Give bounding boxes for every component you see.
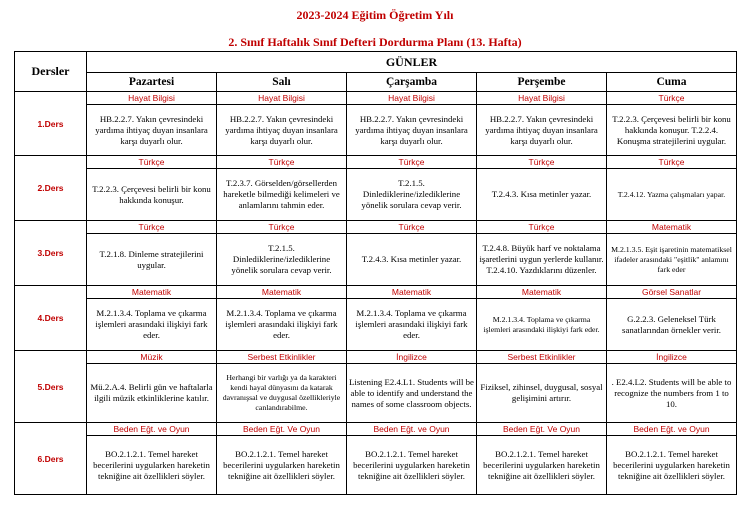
day-header-wednesday: Çarşamba	[347, 73, 477, 92]
subject-row	[15, 286, 737, 299]
days-header: GÜNLER	[87, 52, 737, 73]
outcome-cell: Listening E2.4.L1. Students will be able to identify and understand the names of some classroom objects.	[347, 364, 477, 423]
day-header-thursday: Perşembe	[477, 73, 607, 92]
subject-label: Hayat Bilgisi	[217, 92, 347, 105]
subject-row	[15, 351, 737, 364]
outcome-cell: HB.2.2.7. Yakın çevresindeki yardıma ihtiyaç duyan insanlara karşı duyarlı olur.	[217, 105, 347, 156]
subject-label: İngilizce	[607, 351, 737, 364]
subject-row	[15, 423, 737, 436]
lessons-header: Dersler	[15, 52, 87, 92]
content-row	[15, 234, 737, 286]
outcome-cell: HB.2.2.7. Yakın çevresindeki yardıma ihtiyaç duyan insanlara karşı duyarlı olur.	[347, 105, 477, 156]
subject-label: Türkçe	[477, 221, 607, 234]
content-row	[15, 436, 737, 495]
outcome-cell: T.2.1.5. Dinlediklerine/izlediklerine yönelik sorulara cevap verir.	[217, 234, 347, 286]
subject-label: Serbest Etkinlikler	[477, 351, 607, 364]
outcome-cell: T.2.1.5. Dinlediklerine/izlediklerine yönelik sorulara cevap verir.	[347, 169, 477, 221]
content-row	[15, 169, 737, 221]
subject-label: Beden Eğt. ve Oyun	[607, 423, 737, 436]
document-title: 2023-2024 Eğitim Öğretim Yılı	[296, 8, 454, 22]
day-header-tuesday: Salı	[217, 73, 347, 92]
subject-label: Matematik	[217, 286, 347, 299]
subject-label: İngilizce	[347, 351, 477, 364]
day-header-monday: Pazartesi	[87, 73, 217, 92]
subject-label: Hayat Bilgisi	[477, 92, 607, 105]
lesson-label: 3.Ders	[15, 221, 87, 286]
outcome-cell: T.2.2.3. Çerçevesi belirli bir konu hakkında konuşur.	[87, 169, 217, 221]
subject-label: Müzik	[87, 351, 217, 364]
outcome-cell: BO.2.1.2.1. Temel hareket becerilerini uygularken hareketin tekniğine ait özellikleri söyler.	[347, 436, 477, 495]
subject-label: Hayat Bilgisi	[347, 92, 477, 105]
content-row	[15, 299, 737, 351]
day-header-friday: Cuma	[607, 73, 737, 92]
subject-label: Türkçe	[347, 221, 477, 234]
subject-label: Beden Eğt. ve Oyun	[347, 423, 477, 436]
subject-label: Türkçe	[477, 156, 607, 169]
subject-row	[15, 221, 737, 234]
lesson-label: 6.Ders	[15, 423, 87, 495]
weekly-plan-table	[14, 51, 737, 495]
subject-label: Türkçe	[217, 156, 347, 169]
header-row-days	[15, 73, 737, 92]
subject-label: Beden Eğt. Ve Oyun	[217, 423, 347, 436]
subject-label: Türkçe	[87, 221, 217, 234]
outcome-cell: M.2.1.3.5. Eşit işaretinin matematiksel ifadeler arasındaki "eşitlik" anlamını fark eder	[607, 234, 737, 286]
subject-label: Türkçe	[347, 156, 477, 169]
subject-label: Matematik	[347, 286, 477, 299]
outcome-cell: T.2.2.3. Çerçevesi belirli bir konu hakkında konuşur. T.2.2.4. Konuşma stratejilerini uygular.	[607, 105, 737, 156]
outcome-cell: BO.2.1.2.1. Temel hareket becerilerini uygularken hareketin tekniğine ait özellikleri söyler.	[477, 436, 607, 495]
lesson-label: 4.Ders	[15, 286, 87, 351]
subject-row	[15, 156, 737, 169]
outcome-cell: BO.2.1.2.1. Temel hareket becerilerini uygularken hareketin tekniğine ait özellikleri söyler.	[87, 436, 217, 495]
subject-label: Türkçe	[607, 92, 737, 105]
content-row	[15, 105, 737, 156]
outcome-cell: T.2.4.3. Kısa metinler yazar.	[347, 234, 477, 286]
outcome-cell: HB.2.2.7. Yakın çevresindeki yardıma ihtiyaç duyan insanlara karşı duyarlı olur.	[477, 105, 607, 156]
outcome-cell: M.2.1.3.4. Toplama ve çıkarma işlemleri arasındaki ilişkiyi fark eder.	[217, 299, 347, 351]
outcome-cell: Fiziksel, zihinsel, duygusal, sosyal gelişimini artırır.	[477, 364, 607, 423]
subject-label: Türkçe	[87, 156, 217, 169]
outcome-cell: T.2.4.12. Yazma çalışmaları yapar.	[607, 169, 737, 221]
subject-label: Hayat Bilgisi	[87, 92, 217, 105]
subject-label: Görsel Sanatlar	[607, 286, 737, 299]
outcome-cell: T.2.1.8. Dinleme stratejilerini uygular.	[87, 234, 217, 286]
outcome-cell: M.2.1.3.4. Toplama ve çıkarma işlemleri arasındaki ilişkiyi fark eder.	[347, 299, 477, 351]
subject-row	[15, 92, 737, 105]
subject-label: Matematik	[607, 221, 737, 234]
subject-label: Matematik	[477, 286, 607, 299]
outcome-cell: M.2.1.3.4. Toplama ve çıkarma işlemleri arasındaki ilişkiyi fark eder.	[477, 299, 607, 351]
lesson-label: 1.Ders	[15, 92, 87, 156]
subject-label: Serbest Etkinlikler	[217, 351, 347, 364]
lesson-label: 5.Ders	[15, 351, 87, 423]
outcome-cell: G.2.2.3. Geleneksel Türk sanatlarından örnekler verir.	[607, 299, 737, 351]
subject-label: Türkçe	[217, 221, 347, 234]
outcome-cell: BO.2.1.2.1. Temel hareket becerilerini uygularken hareketin tekniğine ait özellikleri söyler.	[217, 436, 347, 495]
document-subtitle: 2. Sınıf Haftalık Sınıf Defteri Dordurma Planı (13. Hafta)	[228, 35, 522, 49]
outcome-cell: . E2.4.L2. Students will be able to recognize the numbers from 1 to 10.	[607, 364, 737, 423]
outcome-cell: HB.2.2.7. Yakın çevresindeki yardıma ihtiyaç duyan insanlara karşı duyarlı olur.	[87, 105, 217, 156]
outcome-cell: Herhangi bir varlığı ya da karakteri kendi hayal dünyasını da katarak davranışsal ve duygusal özellikleriyle canlandırabilme.	[217, 364, 347, 423]
outcome-cell: T.2.4.3. Kısa metinler yazar.	[477, 169, 607, 221]
outcome-cell: Mü.2.A.4. Belirli gün ve haftalarla ilgili müzik etkinliklerine katılır.	[87, 364, 217, 423]
subject-label: Matematik	[87, 286, 217, 299]
outcome-cell: T.2.3.7. Görselden/görsellerden hareketle bilmediği kelimeleri ve anlamlarını tahmin eder.	[217, 169, 347, 221]
subject-label: Beden Eğt. ve Oyun	[87, 423, 217, 436]
outcome-cell: M.2.1.3.4. Toplama ve çıkarma işlemleri arasındaki ilişkiyi fark eder.	[87, 299, 217, 351]
outcome-cell: T.2.4.8. Büyük harf ve noktalama işaretlerini uygun yerlerde kullanır. T.2.4.10. Yazdıklarını düzenler.	[477, 234, 607, 286]
content-row	[15, 364, 737, 423]
subject-label: Beden Eğt. Ve Oyun	[477, 423, 607, 436]
lesson-label: 2.Ders	[15, 156, 87, 221]
outcome-cell: BO.2.1.2.1. Temel hareket becerilerini uygularken hareketin tekniğine ait özellikleri söyler.	[607, 436, 737, 495]
subject-label: Türkçe	[607, 156, 737, 169]
header-row-top	[15, 52, 737, 73]
